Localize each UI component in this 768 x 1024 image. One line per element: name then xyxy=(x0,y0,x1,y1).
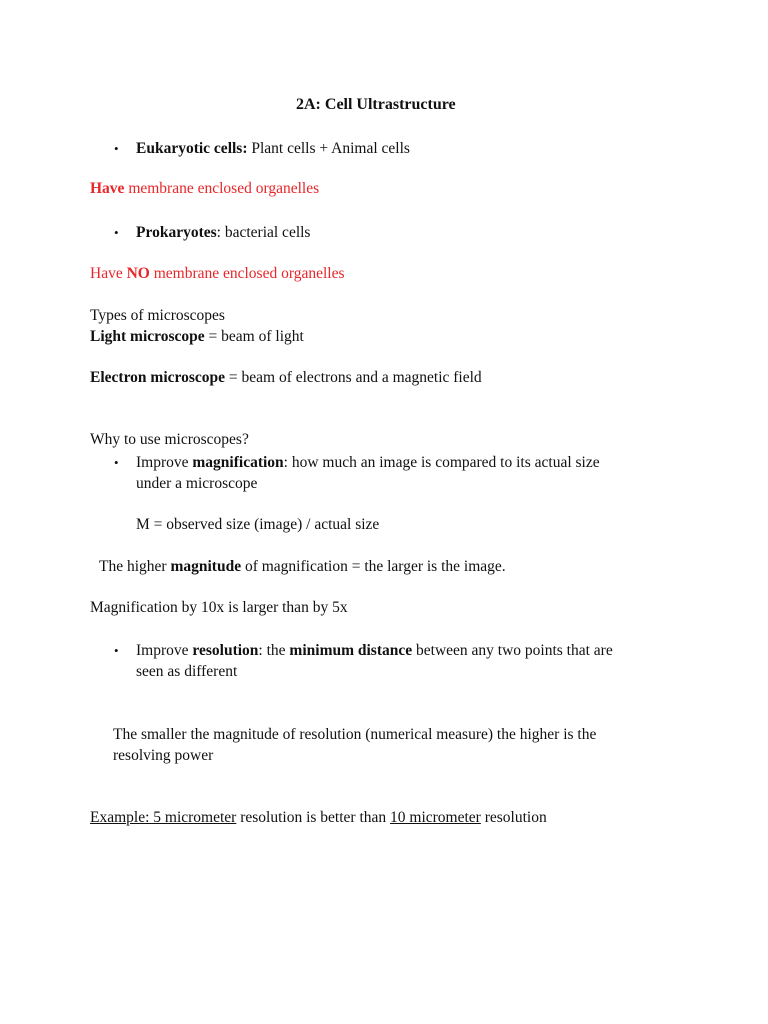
minimum-distance-term: minimum distance xyxy=(289,642,413,659)
bullet-eukaryotic: • xyxy=(114,141,119,156)
electron-microscope-text: = beam of electrons and a magnetic field xyxy=(225,369,482,386)
eukaryotic-text: Plant cells + Animal cells xyxy=(247,140,410,157)
magnification-text: : how much an image is compared to its actual size xyxy=(283,454,600,471)
magnification-term: magnification xyxy=(192,454,284,471)
resolution-pre: Improve xyxy=(136,642,193,659)
resolution-mid: : the xyxy=(258,642,290,659)
electron-microscope-line xyxy=(90,368,482,388)
prokaryotes-note xyxy=(90,264,345,284)
example-underlined-1: Example: 5 micrometer xyxy=(90,809,237,826)
prokaryotes-line xyxy=(136,223,310,243)
magnitude-line xyxy=(99,557,506,577)
magnification-example: Magnification by 10x is larger than by 5x xyxy=(90,599,348,616)
bullet-resolution: • xyxy=(114,643,119,658)
eukaryotic-note-text: membrane enclosed organelles xyxy=(124,180,320,197)
bullet-magnification: • xyxy=(114,455,119,470)
prokaryotes-text: : bacterial cells xyxy=(216,224,311,241)
prokaryotes-note-text: membrane enclosed organelles xyxy=(149,265,345,282)
magnitude-term: magnitude xyxy=(170,558,242,575)
electron-microscope-term: Electron microscope xyxy=(90,369,226,386)
bullet-prokaryotes: • xyxy=(114,225,119,240)
prokaryotes-note-pre: Have xyxy=(90,265,127,282)
magnification-pre: Improve xyxy=(136,454,193,471)
eukaryotic-note xyxy=(90,179,319,199)
eukaryotic-term: Eukaryotic cells: xyxy=(136,140,248,157)
magnification-line-2: under a microscope xyxy=(136,475,258,492)
resolution-text: between any two points that are xyxy=(412,642,613,659)
magnitude-text: of magnification = the larger is the image. xyxy=(241,558,506,575)
types-heading: Types of microscopes xyxy=(90,307,225,324)
resolution-line xyxy=(136,641,613,661)
prokaryotes-note-term: NO xyxy=(126,265,150,282)
resolution-example xyxy=(90,808,547,828)
resolution-line-2: seen as different xyxy=(136,663,238,680)
eukaryotic-note-term: Have xyxy=(90,180,125,197)
light-microscope-line xyxy=(90,327,304,347)
page-title: 2A: Cell Ultrastructure xyxy=(296,96,456,113)
magnification-line xyxy=(136,453,600,473)
resolution-term: resolution xyxy=(192,642,259,659)
resolving-line-2: resolving power xyxy=(113,747,214,764)
light-microscope-text: = beam of light xyxy=(204,328,304,345)
example-underlined-2: 10 micrometer xyxy=(390,809,481,826)
why-heading: Why to use microscopes? xyxy=(90,431,249,448)
magnification-formula: M = observed size (image) / actual size xyxy=(136,516,380,533)
example-mid: resolution is better than xyxy=(236,809,391,826)
magnitude-pre: The higher xyxy=(99,558,171,575)
eukaryotic-line xyxy=(136,139,410,159)
example-rest: resolution xyxy=(480,809,547,826)
resolving-line-1: The smaller the magnitude of resolution (numerical measure) the higher is the xyxy=(113,726,597,743)
light-microscope-term: Light microscope xyxy=(90,328,205,345)
prokaryotes-term: Prokaryotes xyxy=(136,224,217,241)
